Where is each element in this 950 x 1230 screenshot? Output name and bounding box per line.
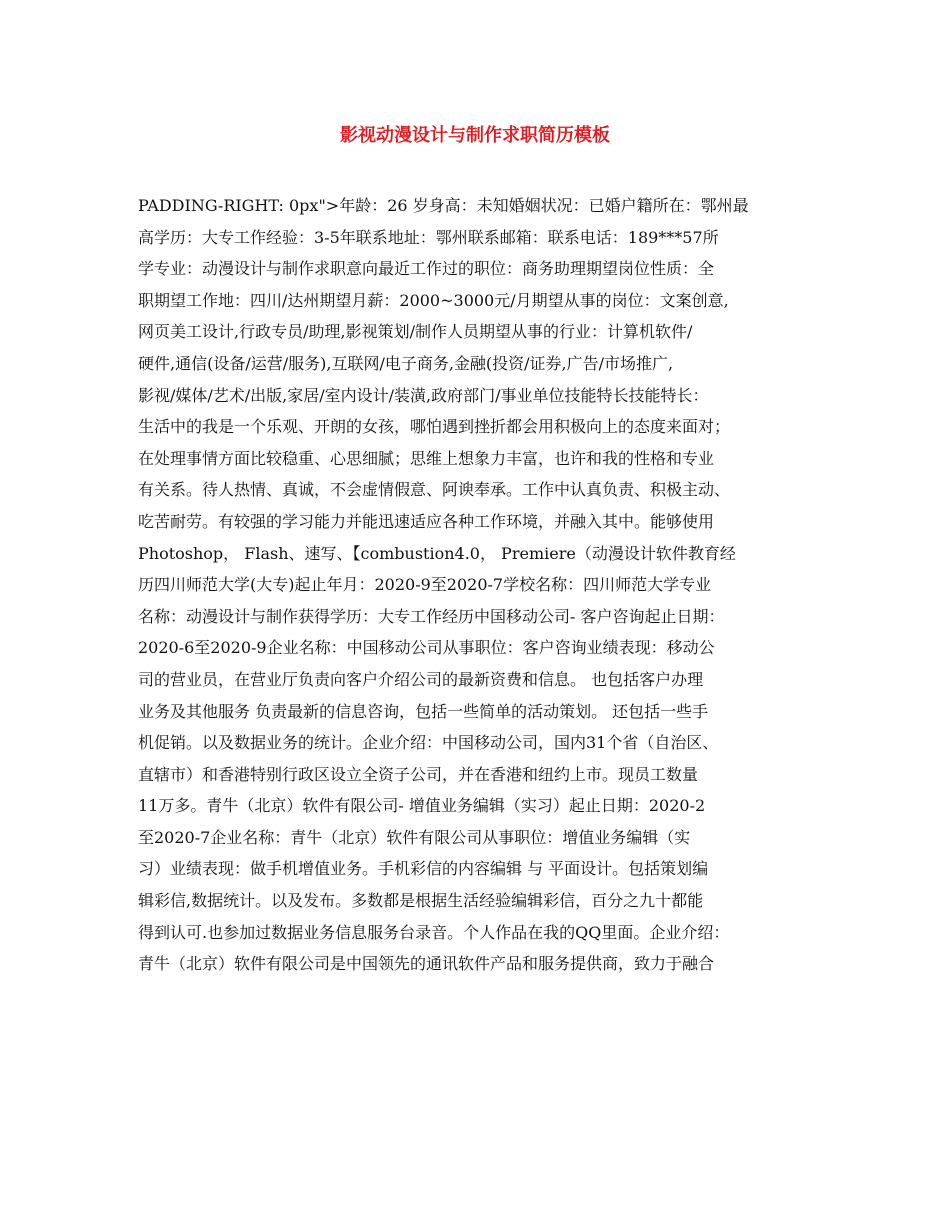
body-line: 职期望工作地：四川/达州期望月薪：2000~3000元/月期望从事的岗位：文案创意, [138,290,729,310]
body-line: 业务及其他服务 负责最新的信息咨询，包括一些简单的活动策划。 还包括一些手 [138,701,709,721]
document-title: 影视动漫设计与制作求职简历模板 [340,125,610,146]
body-line: 青牛（北京）软件有限公司是中国领先的通讯软件产品和服务提供商，致力于融合 [138,954,715,974]
body-line: 至2020-7企业名称：青牛（北京）软件有限公司从事职位：增值业务编辑（实 [138,827,691,847]
body-line: 名称：动漫设计与制作获得学历：大专工作经历中国移动公司- 客户咨询起止日期： [138,606,725,626]
body-line: 2020-6至2020-9企业名称：中国移动公司从事职位：客户咨询业绩表现：移动公 [138,638,715,658]
body-line: 学专业：动漫设计与制作求职意向最近工作过的职位：商务助理期望岗位性质：全 [138,259,715,279]
body-line: PADDING-RIGHT: 0px">年龄：26 岁身高：未知婚姻状况：已婚户籍所在：鄂州最 [138,196,749,215]
body-line: 吃苦耐劳。有较强的学习能力并能迅速适应各种工作环境，并融入其中。能够使用 [138,511,715,531]
body-line: 有关系。待人热情、真诚，不会虚情假意、阿谀奉承。工作中认真负责、积极主动、 [138,480,731,500]
body-line: 生活中的我是一个乐观、开朗的女孩，哪怕遇到挫折都会用积极向上的态度来面对； [138,417,731,437]
body-line: 高学历：大专工作经验：3-5年联系地址：鄂州联系邮箱：联系电话：189***57所 [138,227,719,247]
body-line: 司的营业员，在营业厅负责向客户介绍公司的最新资费和信息。 也包括客户办理 [138,669,704,689]
body-line: 得到认可.也参加过数据业务信息服务台录音。个人作品在我的QQ里面。企业介绍： [138,922,730,942]
body-line: 网页美工设计,行政专员/助理,影视策划/制作人员期望从事的行业：计算机软件/ [138,322,693,342]
body-line: 习）业绩表现：做手机增值业务。手机彩信的内容编辑 与 平面设计。包括策划编 [138,859,709,879]
body-line: 辑彩信,数据统计。以及发布。多数都是根据生活经验编辑彩信，百分之九十都能 [138,891,704,911]
body-line: 历四川师范大学(大专)起止年月：2020-9至2020-7学校名称：四川师范大学专业 [138,575,712,595]
body-line: Photoshop， Flash、速写、【combustion4.0， Premiere（动漫设计软件教育经 [138,543,736,563]
body-line: 直辖市）和香港特别行政区设立全资子公司，并在香港和纽约上市。现员工数量 [138,764,699,784]
body-line: 机促销。以及数据业务的统计。企业介绍：中国移动公司，国内31个省（自治区、 [138,733,719,753]
document-body [138,190,818,980]
body-line: 硬件,通信(设备/运营/服务),互联网/电子商务,金融(投资/证券,广告/市场推广, [138,353,674,373]
body-line: 影视/媒体/艺术/出版,家居/室内设计/装潢,政府部门/事业单位技能特长技能特长： [138,385,709,405]
body-line: 11万多。青牛（北京）软件有限公司- 增值业务编辑（实习）起止日期：2020-2 [138,796,706,816]
body-line: 在处理事情方面比较稳重、心思细腻；思维上想象力丰富，也许和我的性格和专业 [138,448,715,468]
